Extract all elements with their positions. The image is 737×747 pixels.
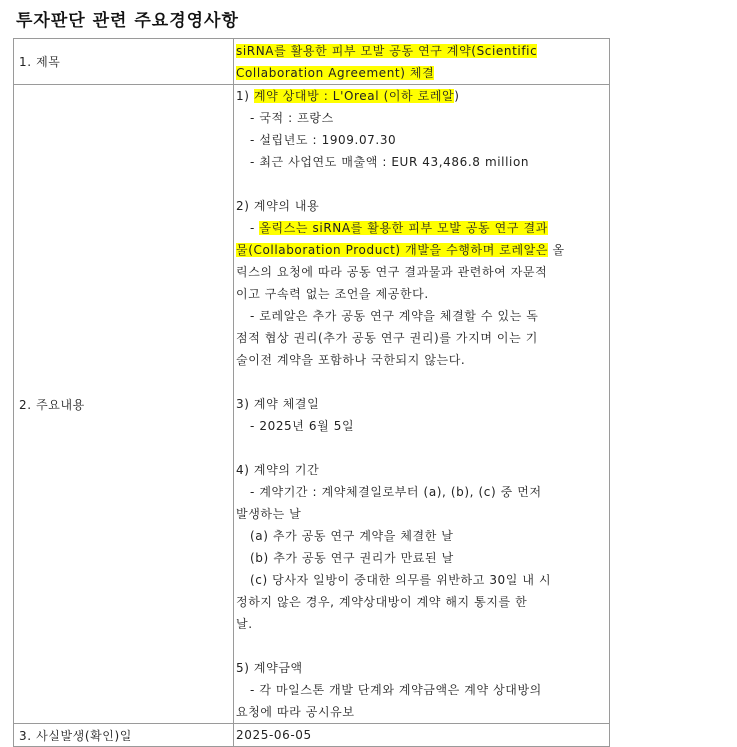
term-line-2: 발생하는 날 bbox=[236, 507, 302, 521]
counterparty-founded: - 설립년도 : 1909.07.30 bbox=[250, 133, 397, 147]
title-line-2: Collaboration Agreement) 체결 bbox=[236, 65, 435, 80]
table-row-main bbox=[14, 85, 610, 724]
contract-content-line-4: 이고 구속력 없는 조언을 제공한다. bbox=[236, 287, 429, 301]
amount-line-2: 요청에 따라 공시유보 bbox=[236, 705, 355, 719]
contract-content-line-1: - 올릭스는 siRNA를 활용한 피부 모발 공동 연구 결과 bbox=[250, 221, 548, 235]
term-condition-c-line-2: 정하지 않은 경우, 계약상대방이 계약 해지 통지를 한 bbox=[236, 595, 528, 609]
disclosure-table bbox=[13, 38, 610, 747]
section-1-heading: 1) 계약 상대방 : L'Oreal (이하 로레알) bbox=[236, 89, 460, 103]
counterparty-country: - 국적 : 프랑스 bbox=[250, 111, 334, 125]
row-content-main bbox=[234, 85, 610, 724]
table-row-title bbox=[14, 39, 610, 85]
term-condition-c-line-3: 날. bbox=[236, 617, 253, 631]
term-condition-c-line-1: (c) 당사자 일방이 중대한 의무를 위반하고 30일 내 시 bbox=[250, 573, 552, 587]
term-condition-a: (a) 추가 공동 연구 계약을 체결한 날 bbox=[250, 529, 454, 543]
section-5-heading: 5) 계약금액 bbox=[236, 661, 303, 675]
occurrence-date: 2025-06-05 bbox=[236, 728, 312, 742]
row-label-date: 3. 사실발생(확인)일 bbox=[14, 724, 234, 747]
row-label-main: 2. 주요내용 bbox=[14, 85, 234, 724]
row-content-date bbox=[234, 724, 610, 747]
table-row-date bbox=[14, 724, 610, 747]
term-line-1: - 계약기간 : 계약체결일로부터 (a), (b), (c) 중 먼저 bbox=[250, 485, 542, 499]
counterparty-highlight: 계약 상대방 : L'Oreal (이하 로레알 bbox=[253, 89, 455, 103]
contract-rights-line-2: 점적 협상 권리(추가 공동 연구 권리)를 가지며 이는 기 bbox=[236, 331, 538, 345]
row-label-title: 1. 제목 bbox=[14, 39, 234, 85]
signing-date: - 2025년 6월 5일 bbox=[250, 419, 355, 433]
title-line-1: siRNA를 활용한 피부 모발 공동 연구 계약(Scientific bbox=[236, 43, 538, 58]
section-4-heading: 4) 계약의 기간 bbox=[236, 463, 320, 477]
section-2-heading: 2) 계약의 내용 bbox=[236, 199, 320, 213]
row-content-title bbox=[234, 39, 610, 85]
contract-rights-line-3: 술이전 계약을 포함하나 국한되지 않는다. bbox=[236, 353, 466, 367]
counterparty-revenue: - 최근 사업연도 매출액 : EUR 43,486.8 million bbox=[250, 155, 530, 169]
amount-line-1: - 각 마일스톤 개발 단계와 계약금액은 계약 상대방의 bbox=[250, 683, 542, 697]
contract-rights-line-1: - 로레알은 추가 공동 연구 계약을 체결할 수 있는 독 bbox=[250, 309, 539, 323]
contract-content-line-3: 릭스의 요청에 따라 공동 연구 결과물과 관련하여 자문적 bbox=[236, 265, 548, 279]
term-condition-b: (b) 추가 공동 연구 권리가 만료된 날 bbox=[250, 551, 454, 565]
section-3-heading: 3) 계약 체결일 bbox=[236, 397, 320, 411]
contract-content-line-2: 물(Collaboration Product) 개발을 수행하며 로레알은 올 bbox=[236, 243, 565, 257]
page-title: 투자판단 관련 주요경영사항 bbox=[16, 11, 239, 31]
